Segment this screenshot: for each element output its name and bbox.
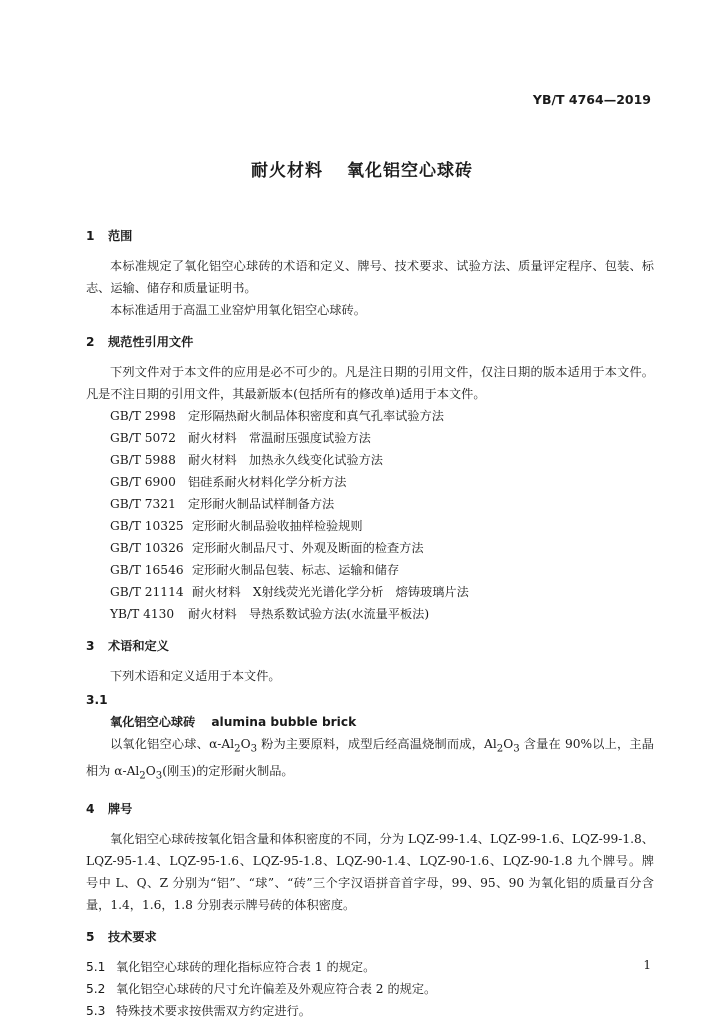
reference-item	[86, 471, 654, 493]
grades-paragraph: 氧化铝空心球砖按氧化铝含量和体积密度的不同，分为 LQZ-99-1.4、LQZ-99-1.6、LQZ-99-1.8、LQZ-95-1.4、LQZ-95-1.6、LQZ-95-1.8、LQZ-90-1.4、LQZ-90-1.6、LQZ-90-1.8 九个牌号。牌号中 L、Q、Z 分别为“铝”、“球”、“砖”三个字汉语拼音首字母，99、95、90 为氧化铝的质量百分含量，1.4，1.6，1.8 分别表示牌号砖的体积密度。	[86, 831, 654, 912]
section-heading-normative-references	[86, 331, 654, 353]
term-entry	[86, 711, 654, 733]
reference-title: 铝硅系耐火材料化学分析方法	[188, 475, 347, 489]
scope-paragraph-2: 本标准适用于高温工业窑炉用氧化铝空心球砖。	[110, 303, 366, 317]
document-title	[0, 156, 724, 181]
term-definition: 以氧化铝空心球、$\alpha-Al_2O_3$ 粉为主要原料，成型后经高温烧制而成，$Al_2O_3$ 含量在 90%以上，主晶相为 $\alpha-Al_2O_3$(刚玉)的定形耐火制品。	[86, 737, 654, 782]
section-heading-terms	[86, 635, 654, 657]
references-intro: 下列文件对于本文件的应用是必不可少的。凡是注日期的引用文件，仅注日期的版本适用于本文件。凡是不注日期的引用文件，其最新版本(包括所有的修改单)适用于本文件。	[86, 365, 654, 401]
reference-item	[86, 427, 654, 449]
reference-item	[86, 537, 654, 559]
reference-title: 耐火材料 加热永久线变化试验方法	[188, 453, 383, 467]
reference-code: GB/T 21114	[110, 585, 184, 599]
reference-item	[86, 405, 654, 427]
reference-title: 定形隔热耐火制品体积密度和真气孔率试验方法	[188, 409, 444, 423]
section-title: 规范性引用文件	[108, 335, 194, 349]
requirement-number: 5.3	[86, 1003, 106, 1018]
term-english: alumina bubble brick	[211, 715, 357, 729]
section-title: 技术要求	[108, 929, 157, 944]
terms-intro: 下列术语和定义适用于本文件。	[110, 669, 281, 683]
reference-code: GB/T 7321	[110, 497, 176, 511]
subsection-number: 3.1	[86, 693, 108, 707]
section-number: 1	[86, 229, 95, 243]
reference-title: 定形耐火制品试样制备方法	[188, 497, 335, 511]
section-number: 4	[86, 801, 95, 816]
reference-title: 耐火材料 常温耐压强度试验方法	[188, 431, 371, 445]
section-heading-technical-requirements	[86, 926, 654, 948]
requirement-text: 特殊技术要求按供需双方约定进行。	[116, 1003, 311, 1018]
reference-item	[86, 603, 654, 625]
requirement-item	[86, 956, 654, 978]
reference-code: GB/T 10326	[110, 541, 184, 555]
reference-item	[86, 493, 654, 515]
requirement-item	[86, 1000, 654, 1022]
reference-code: GB/T 5988	[110, 453, 176, 467]
reference-title: 定形耐火制品尺寸、外观及断面的检查方法	[192, 541, 424, 555]
reference-code: YB/T 4130	[110, 607, 175, 621]
section-heading-grades	[86, 798, 654, 820]
requirement-item	[86, 978, 654, 1000]
reference-code: GB/T 2998	[110, 409, 176, 423]
reference-item	[86, 515, 654, 537]
title-part-2: 氧化铝空心球砖	[347, 161, 473, 181]
requirement-text: 氧化铝空心球砖的尺寸允许偏差及外观应符合表 2 的规定。	[116, 981, 437, 996]
section-number: 2	[86, 335, 95, 349]
title-part-1: 耐火材料	[251, 161, 323, 181]
section-heading-scope	[86, 225, 654, 247]
scope-paragraph-1: 本标准规定了氧化铝空心球砖的术语和定义、牌号、技术要求、试验方法、质量评定程序、包装、标志、运输、储存和质量证明书。	[86, 259, 654, 295]
reference-title: 耐火材料 X射线荧光光谱化学分析 熔铸玻璃片法	[192, 585, 469, 599]
reference-title: 耐火材料 导热系数试验方法(水流量平板法)	[188, 607, 430, 621]
reference-code: GB/T 10325	[110, 519, 184, 533]
requirement-number: 5.1	[86, 959, 106, 974]
section-title: 牌号	[108, 801, 133, 816]
standard-code: YB/T 4764—2019	[532, 92, 651, 107]
reference-title: 定形耐火制品包装、标志、运输和储存	[192, 563, 400, 577]
reference-code: GB/T 6900	[110, 475, 176, 489]
section-number: 5	[86, 929, 95, 944]
term-chinese: 氧化铝空心球砖	[110, 715, 196, 729]
section-number: 3	[86, 639, 95, 653]
reference-item	[86, 581, 654, 603]
section-title: 范围	[108, 229, 133, 243]
reference-title: 定形耐火制品验收抽样检验规则	[192, 519, 363, 533]
requirement-text: 氧化铝空心球砖的理化指标应符合表 1 的规定。	[116, 959, 376, 974]
requirement-number: 5.2	[86, 981, 106, 996]
reference-code: GB/T 16546	[110, 563, 184, 577]
section-title: 术语和定义	[108, 639, 169, 653]
reference-item	[86, 559, 654, 581]
page-number: 1	[643, 958, 651, 972]
reference-item	[86, 449, 654, 471]
reference-code: GB/T 5072	[110, 431, 176, 445]
document-body	[86, 223, 654, 1022]
